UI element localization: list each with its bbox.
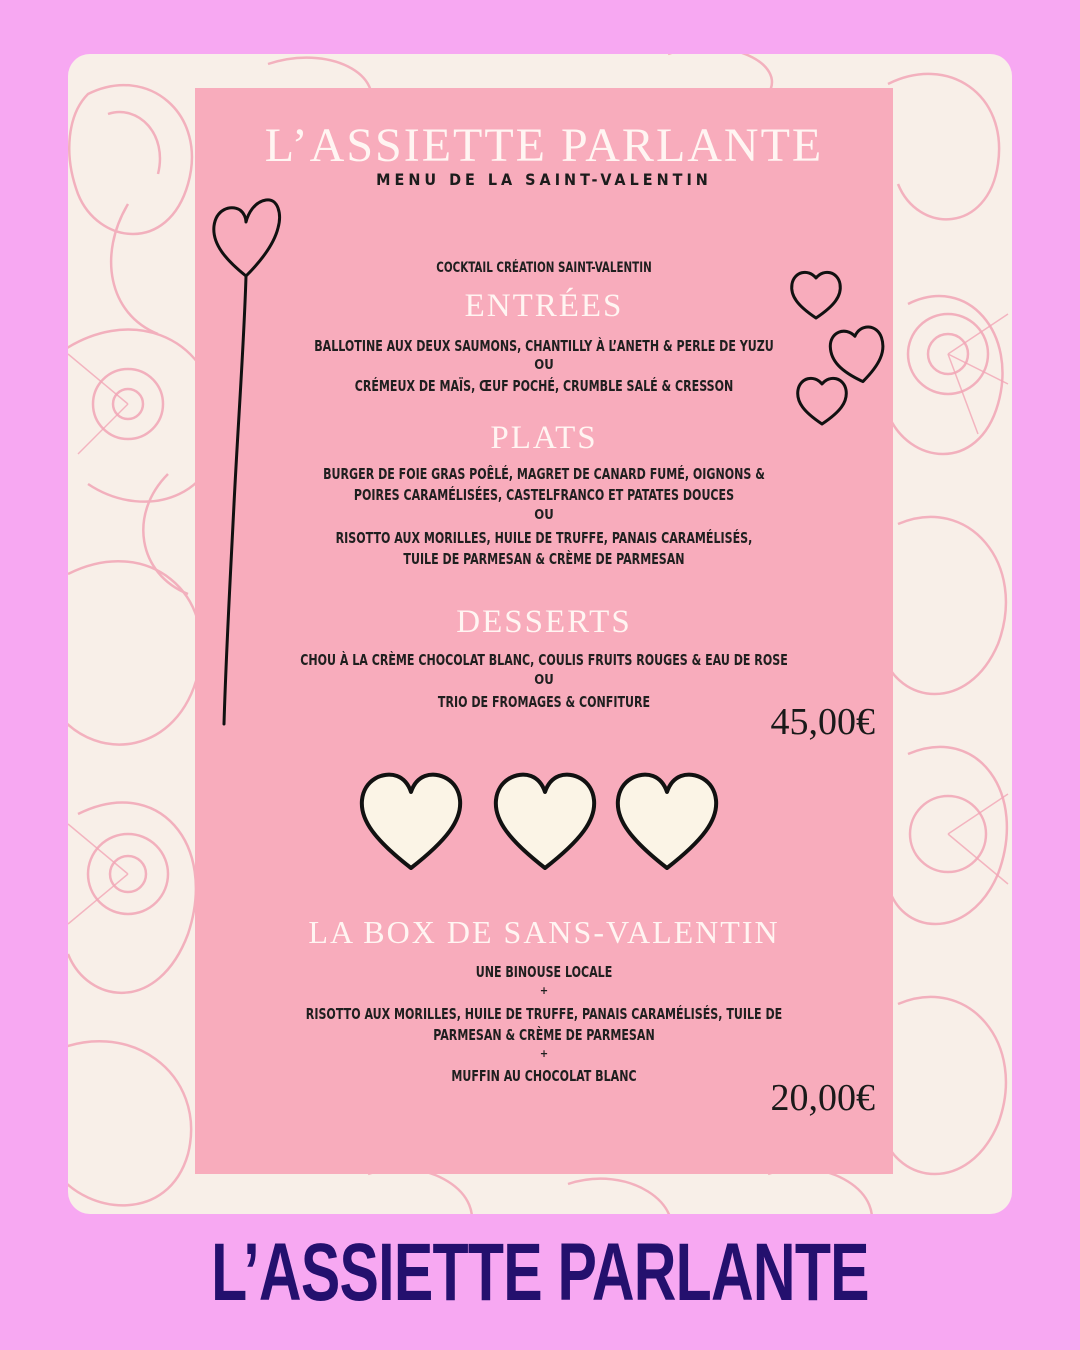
plat-option-2-line-2: TUILE DE PARMESAN & CRÈME DE PARMESAN bbox=[403, 550, 685, 568]
entree-separator: OU bbox=[534, 358, 554, 373]
bottom-caption: L’ASSIETTE PARLANTE bbox=[211, 1227, 869, 1318]
entrees-title: ENTRÉES bbox=[464, 288, 624, 324]
box-item-1: UNE BINOUSE LOCALE bbox=[475, 963, 613, 981]
entree-option-2: CRÉMEUX DE MAÏS, ŒUF POCHÉ, CRUMBLE SALÉ & CRESSON bbox=[354, 377, 734, 395]
box-item-2-line-2: PARMESAN & CRÈME DE PARMESAN bbox=[433, 1026, 655, 1044]
dessert-option-1: CHOU À LA CRÈME CHOCOLAT BLANC, COULIS FRUITS ROUGES & EAU DE ROSE bbox=[300, 651, 788, 669]
box-plus-1: + bbox=[539, 984, 549, 997]
desserts-title: DESSERTS bbox=[456, 604, 632, 640]
small-hearts-icon bbox=[786, 264, 896, 434]
box-item-3: MUFFIN AU CHOCOLAT BLANC bbox=[451, 1067, 637, 1085]
menu-image bbox=[68, 54, 1012, 1214]
cocktail-line: COCKTAIL CRÉATION SAINT-VALENTIN bbox=[436, 260, 652, 276]
box-title: LA BOX DE SANS-VALENTIN bbox=[308, 914, 780, 950]
plat-option-2-line-1: RISOTTO AUX MORILLES, HUILE DE TRUFFE, PANAIS CARAMÉLISÉS, bbox=[335, 529, 753, 547]
plat-option-1-line-2: POIRES CARAMÉLISÉES, CASTELFRANCO ET PATATES DOUCES bbox=[353, 486, 735, 504]
plats-title: PLATS bbox=[490, 420, 598, 456]
dessert-option-2: TRIO DE FROMAGES & CONFITURE bbox=[437, 693, 651, 711]
menu-price: 45,00€ bbox=[770, 701, 875, 743]
menu-subtitle: MENU DE LA SAINT-VALENTIN bbox=[376, 170, 712, 189]
entree-option-1: BALLOTINE AUX DEUX SAUMONS, CHANTILLY À L’ANETH & PERLE DE YUZU bbox=[314, 337, 774, 355]
restaurant-name: L’ASSIETTE PARLANTE bbox=[264, 119, 824, 172]
box-item-2-line-1: RISOTTO AUX MORILLES, HUILE DE TRUFFE, PANAIS CARAMÉLISÉS, TUILE DE bbox=[305, 1005, 783, 1023]
dessert-separator: OU bbox=[534, 673, 554, 688]
box-plus-2: + bbox=[539, 1047, 549, 1060]
three-hearts-icon bbox=[355, 768, 735, 878]
menu-panel bbox=[195, 88, 893, 1174]
plat-separator: OU bbox=[534, 508, 554, 523]
heart-balloon-icon bbox=[208, 194, 288, 734]
box-price: 20,00€ bbox=[770, 1077, 875, 1119]
plat-option-1-line-1: BURGER DE FOIE GRAS POÊLÉ, MAGRET DE CANARD FUMÉ, OIGNONS & bbox=[323, 465, 765, 483]
